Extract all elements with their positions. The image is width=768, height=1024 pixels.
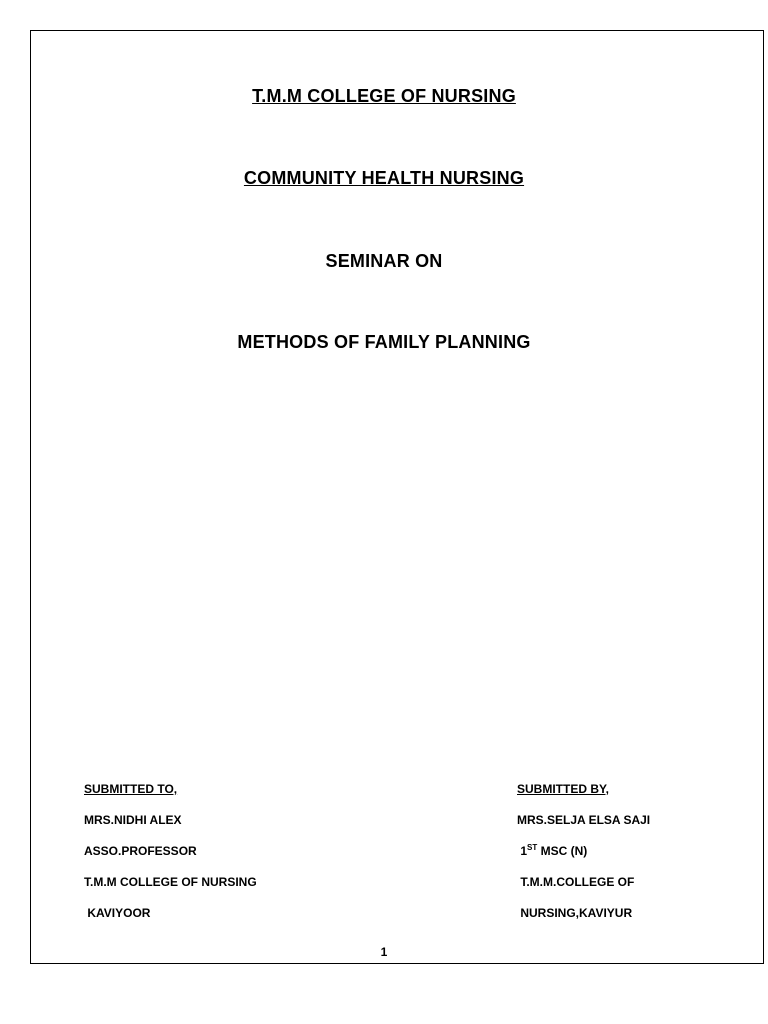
submitted-by-place: NURSING,KAVIYUR xyxy=(517,906,633,920)
course-number: 1 xyxy=(517,844,528,858)
submitted-by-block xyxy=(517,782,650,937)
seminar-label: SEMINAR ON xyxy=(325,251,443,271)
submitted-by-heading: SUBMITTED BY, xyxy=(517,782,610,796)
college-title: T.M.M COLLEGE OF NURSING xyxy=(252,86,516,106)
submitted-by-course xyxy=(517,844,650,875)
submitted-by-name: MRS.SELJA ELSA SAJI xyxy=(517,813,651,827)
course-rest: MSC (N) xyxy=(537,844,588,858)
submitted-to-block xyxy=(84,782,257,937)
department-title: COMMUNITY HEALTH NURSING xyxy=(243,168,525,188)
submitted-to-institution: T.M.M COLLEGE OF NURSING xyxy=(84,875,257,889)
submitted-to-designation: ASSO.PROFESSOR xyxy=(84,844,197,858)
submitted-to-name: MRS.NIDHI ALEX xyxy=(84,813,182,827)
course-superscript: ST xyxy=(527,843,538,852)
page-number: 1 xyxy=(380,945,388,959)
submitted-by-institution: T.M.M.COLLEGE OF xyxy=(517,875,635,889)
seminar-topic: METHODS OF FAMILY PLANNING xyxy=(237,332,531,352)
submitted-to-place: KAVIYOOR xyxy=(84,906,151,920)
submitted-to-heading: SUBMITTED TO, xyxy=(84,782,178,796)
